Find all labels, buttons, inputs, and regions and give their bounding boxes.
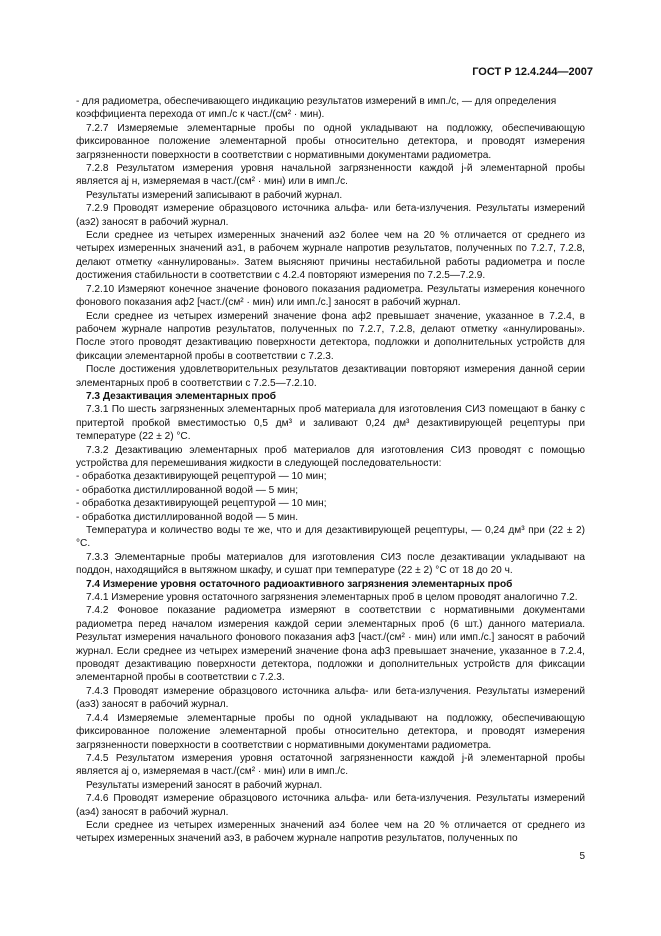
paragraph: Результаты измерений заносят в рабочий журнал. (86, 779, 323, 791)
paragraph: 7.4.3 Проводят измерение образцового источника альфа- или бета-излучения. Результаты измерений (aэ3) заносят в рабочий журнал. (76, 685, 585, 711)
list-item: - обработка дезактивирующей рецептурой — 10 мин; (76, 471, 327, 483)
paragraph: После достижения удовлетворительных результатов дезактивации повторяют измерения данной серии элементарных проб в соответствии с 7.2.5—7.2.10. (76, 364, 585, 389)
document-body (76, 95, 585, 846)
paragraph: 7.3.3 Элементарные пробы материалов для изготовления СИЗ после дезактивации укладывают на поддон, находящийся в вытяжном шкафу, и сушат при температуре (22 ± 2) °С от 18 до 20 ч. (76, 551, 585, 577)
section-heading: 7.4 Измерение уровня остаточного радиоактивного загрязнения элементарных проб (86, 578, 513, 590)
paragraph: 7.2.10 Измеряют конечное значение фонового показания радиометра. Результаты измерения конечного фонового показания aф2 [част./(см² · мин) или имп./с.] заносят в рабочий журнал. (76, 283, 585, 309)
list-item: - обработка дезактивирующей рецептурой — 10 мин; (76, 498, 327, 510)
paragraph: 7.2.8 Результатом измерения уровня начальной загрязненности каждой j-й элементарной пробы является aj н, измеряемая в част./(см² · мин) или в имп./с. (76, 163, 585, 188)
paragraph: 7.4.1 Измерение уровня остаточного загрязнения элементарных проб в целом проводят аналогично 7.2. (86, 592, 578, 604)
page-number: 5 (579, 851, 585, 862)
paragraph: 7.3.2 Дезактивацию элементарных проб материалов для изготовления СИЗ проводят с помощью устройства для перемешивания жидкости в следующей последовательности: (76, 444, 585, 469)
paragraph: 7.2.9 Проводят измерение образцового источника альфа- или бета-излучения. Результаты измерений (aэ2) заносят в рабочий журнал. (76, 203, 585, 228)
paragraph: Если среднее из четырех измерений значение фона aф2 превышает значение, указанное в 7.2.4, в рабочем журнале напротив результатов, полученных по 7.2.7, 7.2.8, делают отметку «аннулированы». После этого проводят дезактивацию поверхности детектора, подложки и дополнительных устройств для фиксации элементарной пробы в соответствии с 7.2.3. (76, 310, 585, 362)
paragraph: 7.3.1 По шесть загрязненных элементарных проб материала для изготовления СИЗ помещают в банку с притертой пробкой вместимостью 0,5 дм³ и заливают 0,24 дм³ дезактивирующей рецептуры при температуре (22 ± 2) °С. (76, 404, 585, 443)
paragraph: 7.4.5 Результатом измерения уровня остаточной загрязненности каждой j-й элементарной пробы является aj о, измеряемая в част./(см² · мин) или в имп./с. (76, 752, 585, 778)
list-item: - для радиометра, обеспечивающего индикацию результатов измерений в имп./с, — для определения коэффициента перехода от имп./с к част./(см² · мин). (76, 96, 557, 121)
paragraph: Если среднее из четырех измеренных значений aэ2 более чем на 20 % отличается от среднего из четырех измеренных значений aэ1, в рабочем журнале напротив результатов, полученных по 7.2.7, 7.2.8, делают отметку «аннулированы». Затем выясняют причины нестабильной работы радиометра и после достижения стабильности в соответствии с 4.2.4 повторяют измерения по 7.2.5—7.2.9. (76, 230, 585, 282)
paragraph: 7.4.6 Проводят измерение образцового источника альфа- или бета-излучения. Результаты измерений (aэ4) заносят в рабочий журнал. (76, 793, 585, 818)
document-header: ГОСТ Р 12.4.244—2007 (472, 66, 593, 78)
paragraph: 7.4.4 Измеряемые элементарные пробы по одной укладывают на подложку, обеспечивающую фиксированное положение элементарной пробы относительно детектора, и проводят измерения загрязненности поверхности в соответствии с нормативными документами радиометра. (76, 712, 585, 751)
paragraph: 7.2.7 Измеряемые элементарные пробы по одной укладывают на подложку, обеспечивающую фиксированное положение элементарной пробы относительно детектора, и проводят измерения загрязненности поверхности в соответствии с нормативными документами радиометра. (76, 122, 585, 161)
section-heading: 7.3 Дезактивация элементарных проб (86, 390, 277, 402)
list-item: - обработка дистиллированной водой — 5 мин; (76, 484, 299, 496)
paragraph: Температура и количество воды те же, что и для дезактивирующей рецептуры, — 0,24 дм³ при (22 ± 2) °С. (76, 525, 585, 550)
paragraph: 7.4.2 Фоновое показание радиометра измеряют в соответствии с нормативными документами радиометра перед началом измерения каждой серии элементарных проб (6 шт.) данного материала. Результат измерения начального фонового показания aф3 [част./(см² · мин) или имп./с.] заносят в рабочий журнал. Если среднее из четырех измерений значение фона aф3 превышает значение, указанное в 7.2.4, проводят дезактивацию поверхности детектора, подложки и дополнительных устройств для фиксации элементарной пробы в соответствии с 7.2.3. (76, 605, 585, 684)
paragraph: Если среднее из четырех измеренных значений aэ4 более чем на 20 % отличается от среднего из четырех измеренных значений aэ3, в рабочем журнале напротив результатов, полученных по (76, 819, 585, 845)
paragraph: Результаты измерений записывают в рабочий журнал. (86, 189, 343, 201)
list-item: - обработка дистиллированной водой — 5 мин. (76, 511, 299, 523)
